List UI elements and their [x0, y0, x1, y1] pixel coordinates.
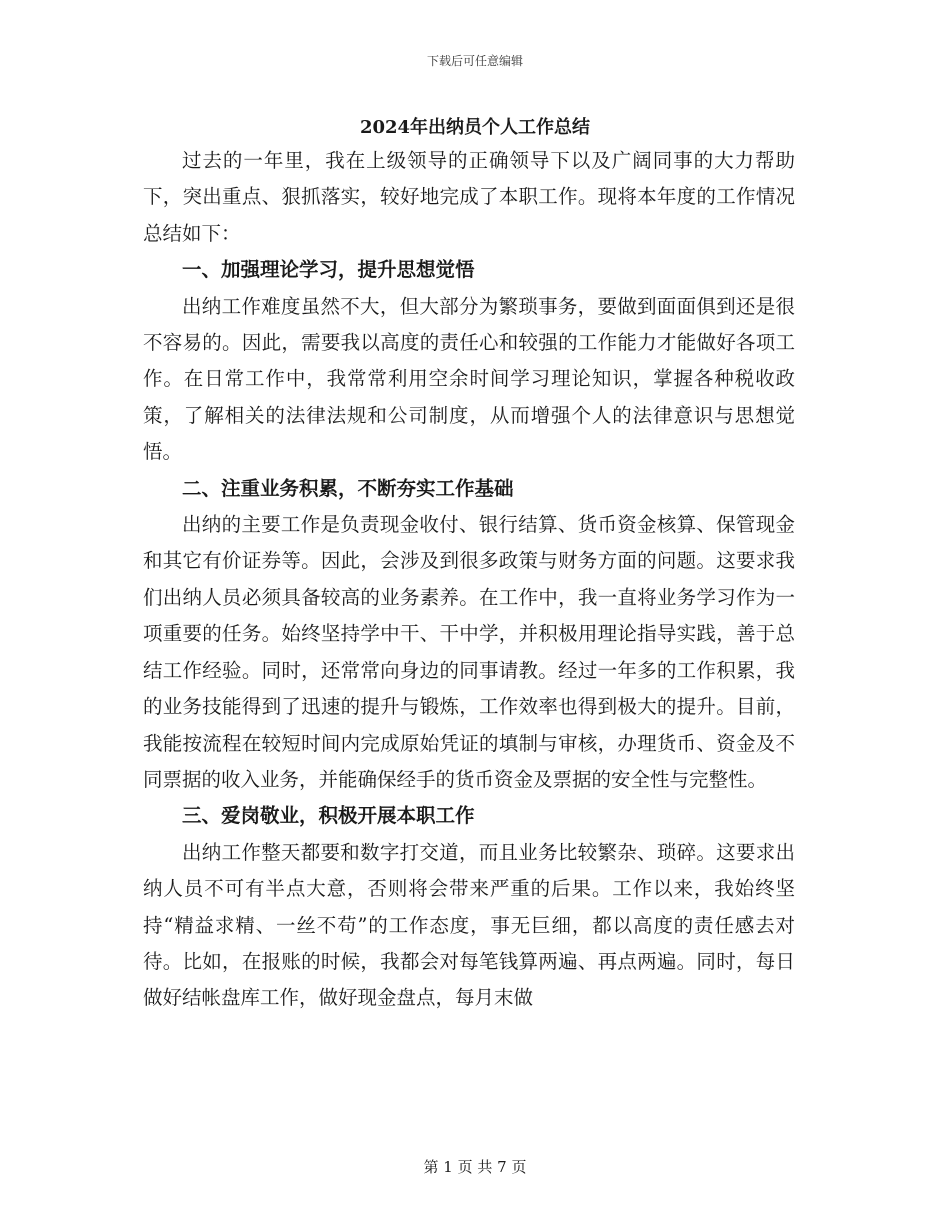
document-title: 2024年出纳员个人工作总结: [359, 117, 591, 138]
section-paragraph-3: 出纳工作整天都要和数字打交道，而且业务比较繁杂、琐碎。这要求出纳人员不可有半点大意，否则将会带来严重的后果。工作以来，我始终坚持“精益求精、一丝不苟”的工作态度，事无巨细，都以高度的责任感去对待。比如，在报账的时候，我都会对每笔钱算两遍、再点两遍。同时，每日做好结帐盘库工作，做好现金盘点，每月末做: [143, 840, 795, 1010]
section-heading-3: 三、爱岗敬业，积极开展本职工作: [182, 804, 475, 828]
page-header-note: 下载后可任意编辑: [426, 54, 523, 68]
intro-paragraph: 过去的一年里，我在上级领导的正确领导下以及广阔同事的大力帮助下，突出重点、狠抓落实，较好地完成了本职工作。现将本年度的工作情况总结如下：: [143, 149, 795, 245]
section-paragraph-1: 出纳工作难度虽然不大，但大部分为繁琐事务，要做到面面俱到还是很不容易的。因此，需要我以高度的责任心和较强的工作能力才能做好各项工作。在日常工作中，我常常利用空余时间学习理论知识，掌握各种税收政策，了解相关的法律法规和公司制度，从而增强个人的法律意识与思想觉悟。: [143, 294, 795, 464]
section-heading-2: 二、注重业务积累，不断夯实工作基础: [182, 476, 514, 500]
page-number-footer: 第 1 页 共 7 页: [423, 1158, 527, 1176]
document-body: [143, 143, 795, 1017]
section-paragraph-2: 出纳的主要工作是负责现金收付、银行结算、货币资金核算、保管现金和其它有价证券等。因此，会涉及到很多政策与财务方面的问题。这要求我们出纳人员必须具备较高的业务素养。在工作中，我一直将业务学习作为一项重要的任务。始终坚持学中干、干中学，并积极用理论指导实践，善于总结工作经验。同时，还常常向身边的同事请教。经过一年多的工作积累，我的业务技能得到了迅速的提升与锻炼，工作效率也得到极大的提升。目前，我能按流程在较短时间内完成原始凭证的填制与审核，办理货币、资金及不同票据的收入业务，并能确保经手的货币资金及票据的安全性与完整性。: [143, 513, 795, 791]
section-heading-1: 一、加强理论学习，提升思想觉悟: [182, 258, 475, 282]
